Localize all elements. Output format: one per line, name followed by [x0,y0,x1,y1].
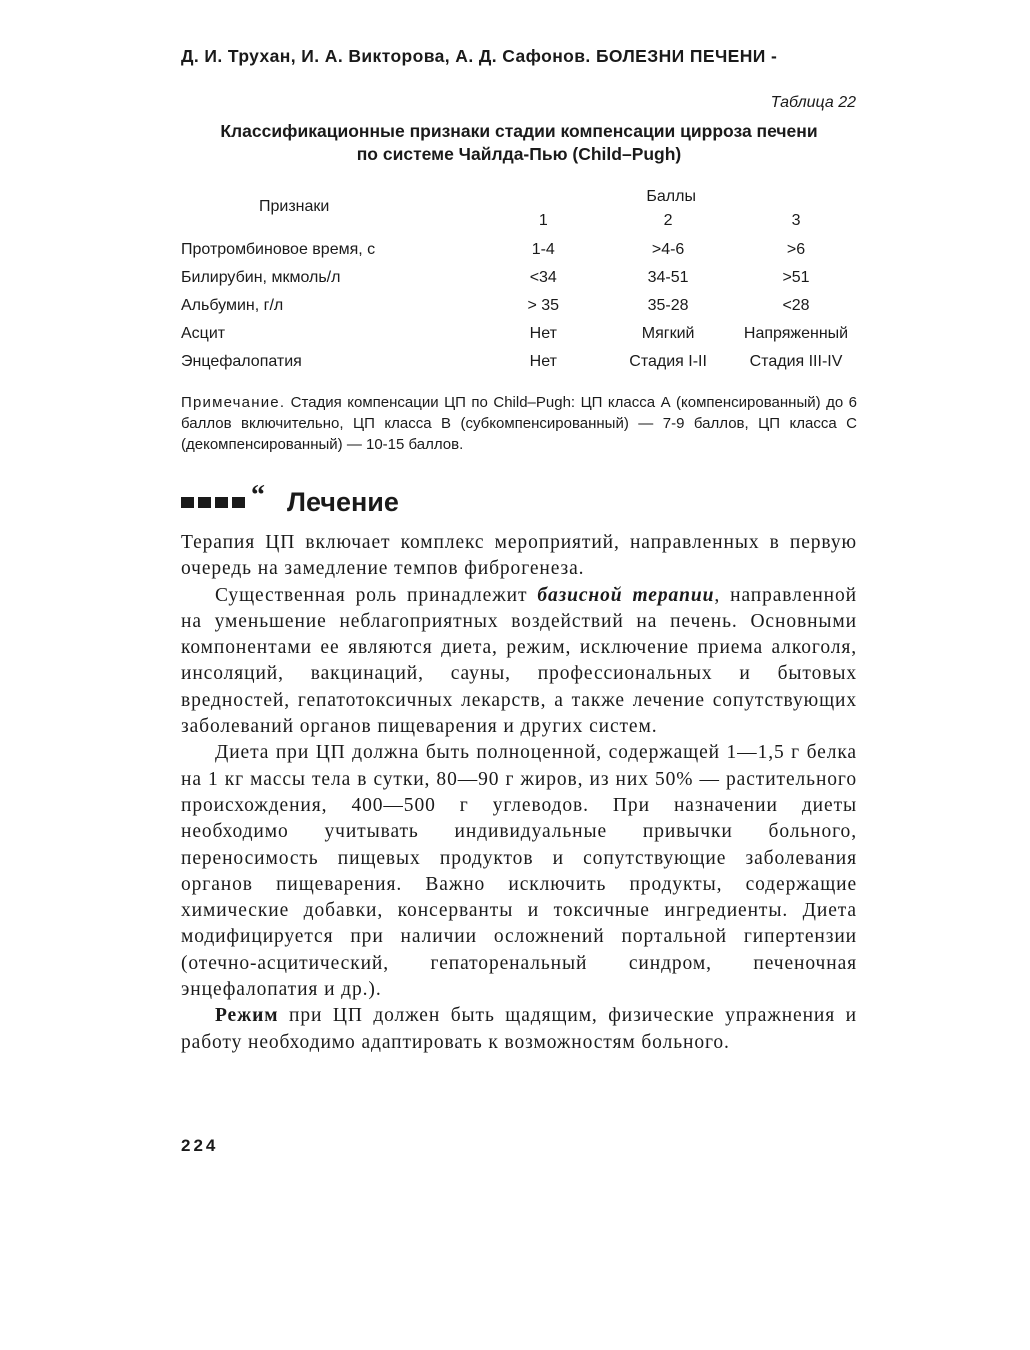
header-points: Баллы [646,188,696,205]
body-text [181,530,857,1056]
table-row [181,320,857,348]
running-head: Д. И. Трухан, И. А. Викторова, А. Д. Сафонов. БОЛЕЗНИ ПЕЧЕНИ - [181,46,778,66]
note-text: Стадия компенсации ЦП по Child–Pugh: ЦП класса А (компенсированный) до 6 баллов включительно, ЦП класса В (субкомпенсированный) — 7-9 баллов, ЦП класса С (декомпенсированный) — 10-15 баллов. [181,394,857,453]
table-note [181,392,857,455]
table-title [170,120,868,166]
row-label: Энцефалопатия [181,353,302,370]
paragraph-2-emphasis: базисной терапии [537,584,715,606]
row-label: Билирубин, мкмоль/л [181,269,341,286]
cell-value: Напряженный [743,325,849,342]
table-title-line-1: Классификационные признаки стадии компенсации цирроза печени [220,121,818,141]
page-number: 224 [181,1136,219,1155]
table-number: Таблица 22 [770,94,856,111]
cell-value: > 35 [527,297,560,314]
cell-value: >6 [786,241,806,258]
row-label: Асцит [181,325,226,342]
header-point-1: 1 [538,212,548,229]
row-label: Альбумин, г/л [181,297,284,314]
table-row [181,292,857,320]
section-bullets-icon [181,497,245,508]
row-label: Протромбиновое время, с [181,241,376,258]
paragraph-1: Терапия ЦП включает комплекс мероприятий, направленных в первую очередь на замедление темпов фиброгенеза. [181,532,857,580]
paragraph-4 [181,1003,857,1056]
cell-value: <28 [782,297,810,314]
header-point-3: 3 [791,212,801,229]
paragraph-2 [181,583,857,741]
cell-value: 35-28 [647,297,689,314]
header-signs: Признаки [259,198,330,215]
cell-value: Нет [529,325,557,342]
table-title-line-2: по системе Чайлда-Пью (Child–Pugh) [356,144,682,164]
section-quote-mark: “ [251,480,265,511]
paragraph-3: Диета при ЦП должна быть полноценной, содержащей 1—1,5 г белка на 1 кг массы тела в сутки, 80—90 г жиров, из них 50% — растительного происхождения, 400—500 г углеводов. При назначении диеты необходимо учитывать индивидуальные привычки больного, переносимость пищевых продуктов и сопутствующие заболевания органов пищеварения. Важно исключить продукты, содержащие химические добавки, консерванты и токсичные ингредиенты. Диета модифицируется при наличии осложнений портальной гипертензии (отечно-асцитический, гепаторенальный синдром, печеночная энцефалопатия и др.). [181,742,857,1001]
cell-value: Стадия I-II [629,353,707,370]
note-label: Примечание. [181,394,286,411]
table-row [181,264,857,292]
cell-value: 1-4 [531,241,555,258]
table-row [181,348,857,376]
section-title: Лечение [287,486,399,517]
child-pugh-table [181,178,857,376]
table-header-row [181,178,857,206]
cell-value: <34 [529,269,557,286]
cell-value: 34-51 [647,269,689,286]
paragraph-4-bold: Режим [215,1005,279,1027]
cell-value: Стадия III-IV [749,353,843,370]
cell-value: Нет [529,353,557,370]
cell-value: Мягкий [641,325,695,342]
paragraph-4-rest: при ЦП должен быть щадящим, физические упражнения и работу необходимо адаптировать к возможностям больного. [181,1005,857,1053]
paragraph-2-start: Существенная роль принадлежит [215,584,538,606]
table-row [181,236,857,264]
section-heading [181,480,399,520]
header-point-2: 2 [663,212,673,229]
cell-value: >4-6 [651,241,685,258]
cell-value: >51 [782,269,810,286]
paragraph-2-end: , направленной на уменьшение неблагоприятных воздействий на печень. Основными компонентами ее являются диета, режим, исключение приема алкоголя, инсоляций, вакцинаций, сауны, профессиональных и бытовых вредностей, гепатотоксичных лекарств, а также лечение сопутствующих заболеваний органов пищеварения и других систем. [181,584,858,738]
